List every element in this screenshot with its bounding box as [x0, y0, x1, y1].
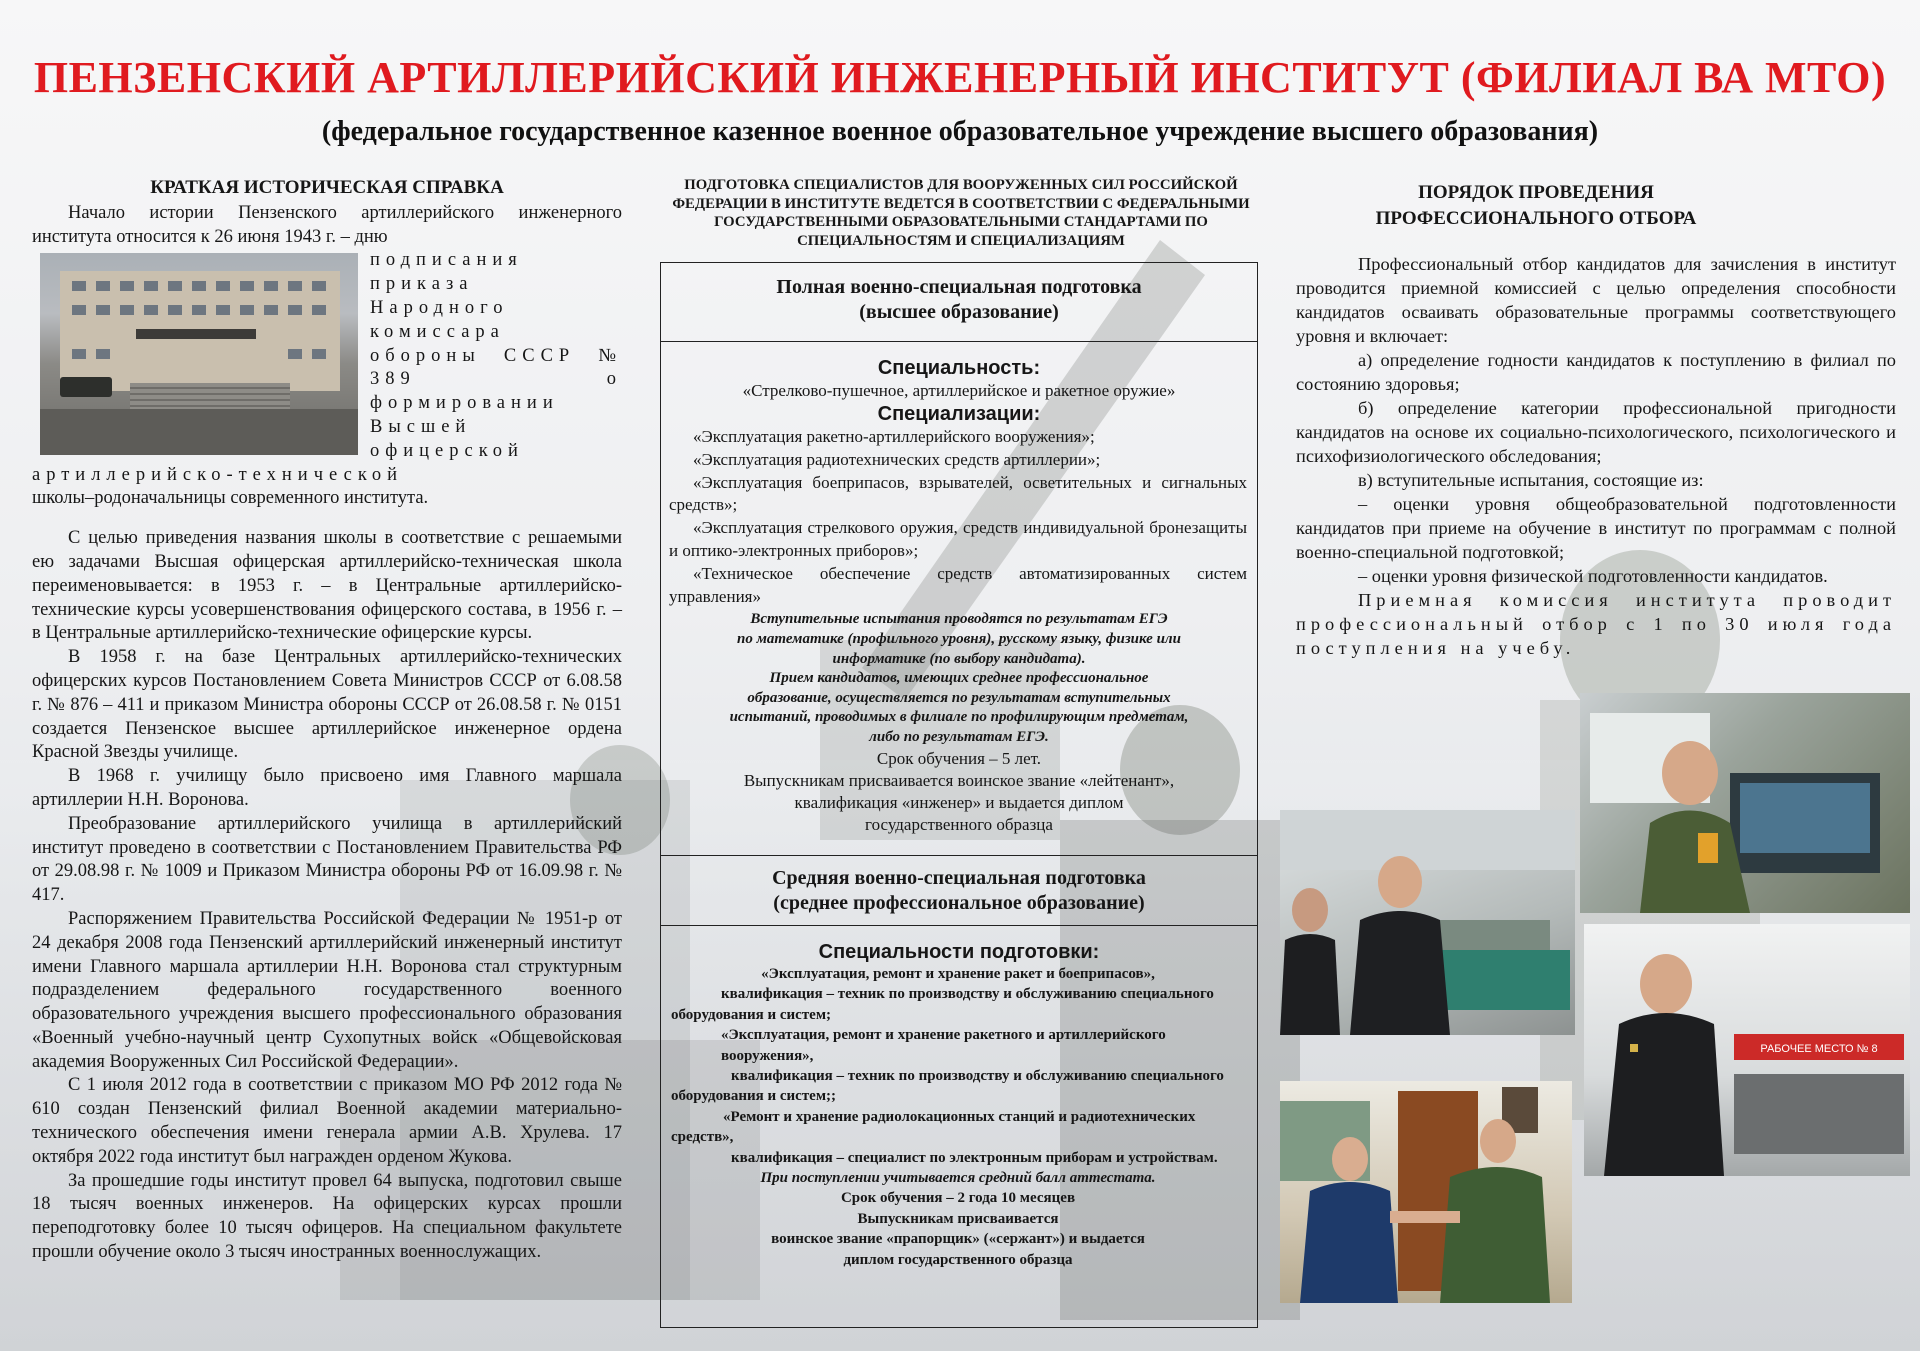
- specializations-label: Специализации:: [877, 403, 1041, 425]
- selection-paragraph: Профессиональный отбор кандидатов для зачисления в институт проводится приемной комиссией с целью определения способности кандидатов осваивать образовательные программы соответствующего уровня и включает:: [1296, 254, 1896, 346]
- specialization-item: «Эксплуатация стрелкового оружия, средств индивидуальной бронезащиты и оптико-электронных приборов»;: [669, 518, 1247, 560]
- specialization-item: «Техническое обеспечение средств автоматизированных систем управления»: [669, 563, 1247, 606]
- full-training-subtitle: (высшее образование): [859, 301, 1059, 323]
- secondary-specialty-item: «Ремонт и хранение радиолокационных станций и радиотехнических средств»,: [671, 1108, 1196, 1146]
- history-paragraph-3: В 1958 г. на базе Центральных артиллерийско-технических офицерских курсов Постановлением Совета Министров СССР от 6.08.58 г. № 876 – 411 и приказом Министра обороны СССР от 26.08.58 г. № 0151 создается Пензенское высшее артиллерийское инженерное ордена Красной Звезды училище.: [32, 647, 622, 763]
- specialization-item: «Эксплуатация боеприпасов, взрывателей, осветительных и сигнальных средств»;: [669, 472, 1247, 515]
- history-paragraph-2: С целью приведения названия школы в соответствие с решаемыми ею задачами Высшая офицерская артиллерийско-техническая школа переименовывается: в 1953 г. – в Центральные артиллерийско-технические курсы усовершенствования офицерского состава, в 1956 г. – в Центральные артиллерийско-технические офицерские курсы.: [32, 528, 622, 644]
- soldier-at-computer-photo: [1580, 693, 1910, 913]
- training-heading: ПОДГОТОВКА СПЕЦИАЛИСТОВ ДЛЯ ВООРУЖЕННЫХ СИЛ РОССИЙСКОЙ ФЕДЕРАЦИИ В ИНСТИТУТЕ ВЕДЕТСЯ В СООТВЕТСТВИИ С ФЕДЕРАЛЬНЫМИ ГОСУДАРСТВЕННЫМИ ОБРАЗОВАТЕЛЬНЫМИ СТАНДАРТАМИ ПО СПЕЦИАЛЬНОСТЯМ И СПЕЦИАЛИЗАЦИЯМ: [672, 177, 1250, 249]
- history-paragraph-1c: офицерской артиллерийско-технической: [32, 440, 524, 485]
- training-programs-box: [660, 262, 1258, 1328]
- selection-heading: ПОРЯДОК ПРОВЕДЕНИЯ ПРОФЕССИОНАЛЬНОГО ОТБОРА: [1375, 182, 1697, 229]
- secondary-training-term: Срок обучения – 2 года 10 месяцев: [840, 1190, 1076, 1207]
- specialization-item: «Эксплуатация ракетно-артиллерийского вооружения»;: [693, 427, 1095, 446]
- full-training-term: Срок обучения – 5 лет.: [876, 748, 1042, 768]
- secondary-graduation: воинское звание «прапорщик» («сержант») и выдается: [771, 1231, 1145, 1248]
- history-paragraph-5: Преобразование артиллерийского училища в артиллерийский институт проведено в соответствии с Постановлением Правительства РФ от 29.08.98 г. № 1009 и Приказом Министра обороны РФ от 16.09.98 г. № 417.: [32, 813, 622, 906]
- secondary-specialty-item: «Эксплуатация, ремонт и хранение ракет и боеприпасов»,: [761, 966, 1155, 982]
- full-training-title: Полная военно-специальная подготовка: [776, 276, 1142, 298]
- history-paragraph-1b: подписания приказа Народного комиссара обороны СССР № 389 о формировании Высшей: [370, 250, 622, 437]
- selection-paragraph: – оценки уровня физической подготовленности кандидатов.: [1358, 566, 1828, 586]
- full-training-body: [661, 341, 1257, 836]
- cadets-equipment-photo: [1280, 810, 1575, 1035]
- secondary-training-subtitle: (среднее профессиональное образование): [773, 892, 1145, 914]
- page-subtitle: (федеральное государственное казенное военное образовательное учреждение высшего образования): [321, 116, 1599, 147]
- workshop-sign-text: РАБОЧЕЕ МЕСТО № 8: [1760, 1043, 1878, 1055]
- selection-paragraph: – оценки уровня общеобразовательной подготовленности кандидатов при приеме на обучение в институт по программам с полной военно-специальной подготовкой;: [1296, 494, 1896, 562]
- secondary-training-body: [661, 925, 1257, 1270]
- institute-building-photo: [40, 253, 358, 455]
- workshop-photo: [1584, 924, 1910, 1176]
- history-paragraph-1d: школы–родоначальницы современного института.: [32, 488, 429, 509]
- history-paragraph-7: С 1 июля 2012 года в соответствии с приказом МО РФ 2012 года № 610 создан Пензенский филиал Военной академии материально-технического обеспечения имени генерала армии А.В. Хрулева. 17 октября 2022 года институт был награжден орденом Жукова.: [32, 1075, 622, 1167]
- full-training-graduation: Выпускникам присваивается воинское звание «лейтенант», квалификация «инженер» и выдается диплом государственного образца: [743, 770, 1175, 834]
- secondary-specialty-item: вооружения»,: [721, 1047, 814, 1064]
- secondary-graduation: Выпускникам присваивается: [857, 1210, 1059, 1227]
- history-column: [32, 176, 622, 1265]
- history-paragraph-8: За прошедшие годы институт провел 64 выпуска, подготовил свыше 18 тысяч военных инженеров. На офицерских курсах прошли переподготовку более 10 тысяч офицеров. На специальном факультете прошли обучение около 3 тысяч иностранных военнослужащих.: [32, 1170, 622, 1263]
- selection-column: [1296, 252, 1896, 660]
- secondary-admission-note: При поступлении учитывается средний балл аттестата.: [760, 1170, 1156, 1187]
- specialty-value: «Стрелково-пушечное, артиллерийское и ракетное оружие»: [742, 381, 1176, 400]
- selection-paragraph: в) вступительные испытания, состоящие из:: [1358, 470, 1704, 490]
- admission-exams-note: Вступительные испытания проводятся по результатам ЕГЭ по математике (профильного уровня), русскому языку, физике или информатике (по выбору кандидата). Прием кандидатов, имеющих среднее профессиональное образование, осуществляется по результатам вступительных испытаний, проводимых в филиале по профилирующим предметам, либо по результатам ЕГЭ.: [729, 611, 1189, 745]
- secondary-qualification: квалификация – специалист по электронным приборам и устройствам.: [731, 1149, 1218, 1166]
- selection-paragraph: Приемная комиссия института проводит профессиональный отбор с 1 по 30 июля года поступления на учебу.: [1296, 590, 1896, 658]
- specialty-label: Специальность:: [877, 357, 1041, 379]
- secondary-specialty-item: «Эксплуатация, ремонт и хранение ракетного и артиллерийского: [721, 1027, 1166, 1044]
- specialization-item: «Эксплуатация радиотехнических средств артиллерии»;: [693, 449, 1101, 469]
- full-training-header: [661, 275, 1257, 325]
- secondary-training-title: Средняя военно-специальная подготовка: [772, 867, 1146, 889]
- secondary-qualification: квалификация – техник по производству и обслуживанию специального оборудования и систем;;: [671, 1068, 1224, 1105]
- selection-paragraph: а) определение годности кандидатов к поступлению в филиал по состоянию здоровья;: [1296, 350, 1896, 394]
- secondary-specialties-label: Специальности подготовки:: [818, 941, 1100, 963]
- history-heading: КРАТКАЯ ИСТОРИЧЕСКАЯ СПРАВКА: [150, 177, 504, 198]
- secondary-qualification: квалификация – техник по производству и обслуживанию специального оборудования и систем;: [671, 986, 1214, 1023]
- history-paragraph-4: В 1968 г. училищу было присвоено имя Главного маршала артиллерии Н.Н. Воронова.: [32, 766, 622, 810]
- page-title: ПЕНЗЕНСКИЙ АРТИЛЛЕРИЙСКИЙ ИНЖЕНЕРНЫЙ ИНСТИТУТ (ФИЛИАЛ ВА МТО): [33, 53, 1887, 102]
- handshake-photo: [1280, 1081, 1572, 1303]
- history-paragraph-1a: Начало истории Пензенского артиллерийского инженерного института относится к 26 июня 1943 г. – дню: [32, 202, 622, 247]
- selection-paragraph: б) определение категории профессиональной пригодности кандидатов на основе их социально-психологического, психологического и психофизиологического обследования;: [1296, 398, 1896, 466]
- secondary-training-header: [661, 855, 1257, 916]
- secondary-graduation: диплом государственного образца: [843, 1251, 1073, 1268]
- history-paragraph-6: Распоряжением Правительства Российской Федерации № 1951-р от 24 декабря 2008 года Пензенский артиллерийский инженерный институт имени Главного маршала артиллерии Н.Н. Воронова стал структурным подразделением федерального государственного военного образовательного учреждения высшего профессионального образования «Военный учебно-научный центр Сухопутных войск «Общевойсковая академия Вооруженных Сил Российской Федерации».: [32, 908, 622, 1072]
